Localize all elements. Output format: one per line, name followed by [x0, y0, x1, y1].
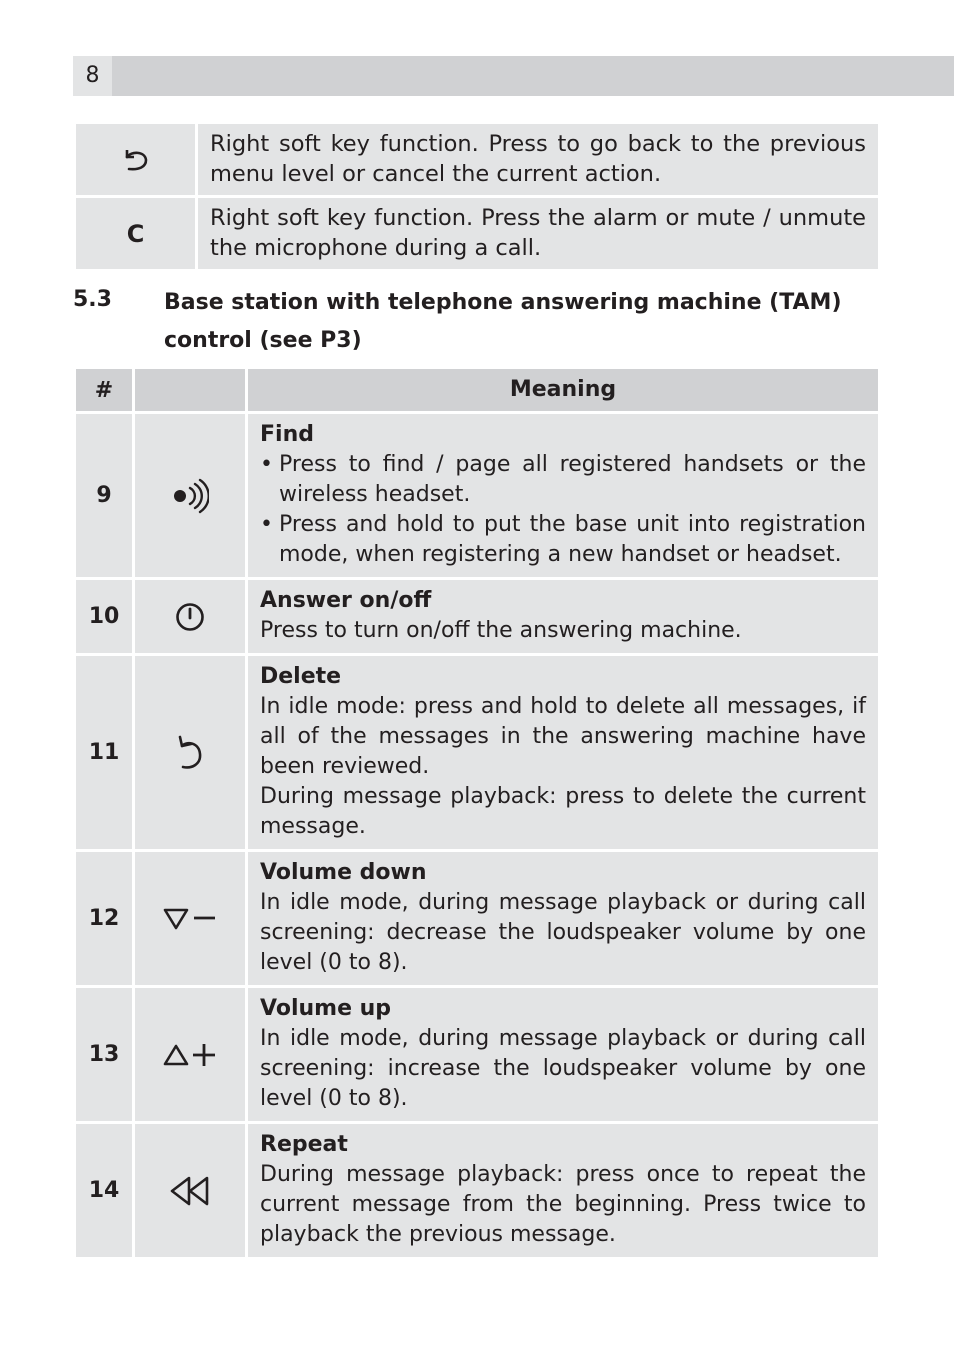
- table-header-row: [76, 369, 878, 411]
- row-description: During message playback: press to delete the current message.: [260, 784, 866, 839]
- delete-arrow-icon: [135, 656, 245, 849]
- row-title: Delete: [260, 664, 342, 689]
- row-number: 10: [76, 580, 132, 653]
- row-description: Press to turn on/off the answering machine.: [260, 618, 742, 643]
- soft-key-description: Right soft key function. Press to go back to the previous menu level or cancel the current action.: [198, 124, 878, 195]
- table-row: [76, 124, 878, 195]
- row-title: Find: [260, 422, 314, 447]
- power-icon: [135, 580, 245, 653]
- row-description: During message playback: press once to repeat the current message from the beginning. Press twice to playback the previous message.: [260, 1162, 866, 1247]
- find-paging-icon: [135, 414, 245, 577]
- section-title: Base station with telephone answering machine (TAM) control (see P3): [164, 290, 842, 353]
- repeat-icon: [135, 1124, 245, 1257]
- row-title: Answer on/off: [260, 588, 432, 613]
- row-description: In idle mode, during message playback or during call screening: decrease the loudspeaker volume by one level (0 to 8).: [260, 890, 866, 975]
- page-header-bar: [73, 56, 954, 96]
- page-number: 8: [73, 56, 112, 96]
- row-description: In idle mode, during message playback or during call screening: increase the loudspeaker volume by one level (0 to 8).: [260, 1026, 866, 1111]
- table-row: [76, 988, 878, 1121]
- soft-key-description: Right soft key function. Press the alarm or mute / unmute the microphone during a call.: [198, 198, 878, 269]
- list-item: • Press and hold to put the base unit into registration mode, when registering a new handset or headset.: [260, 510, 866, 570]
- table-row: [76, 656, 878, 849]
- table-row: [76, 852, 878, 985]
- table-row: [76, 1124, 878, 1257]
- row-number: 13: [76, 988, 132, 1121]
- row-number: 14: [76, 1124, 132, 1257]
- bullet-list: [260, 450, 866, 570]
- row-number: 11: [76, 656, 132, 849]
- row-number: 9: [76, 414, 132, 577]
- row-title: Volume up: [260, 996, 392, 1021]
- row-number: 12: [76, 852, 132, 985]
- section-number: 5.3: [73, 287, 112, 312]
- header-icon: [135, 369, 245, 411]
- row-description: In idle mode: press and hold to delete all messages, if all of the messages in the answering machine have been reviewed.: [260, 694, 866, 779]
- row-title: Volume down: [260, 860, 427, 885]
- header-number: #: [76, 369, 132, 411]
- back-arrow-icon: [76, 124, 195, 195]
- table-row: [76, 198, 878, 269]
- volume-down-icon: [135, 852, 245, 985]
- c-key-icon: [76, 198, 195, 269]
- tam-control-table: [76, 369, 878, 1260]
- table-row: [76, 580, 878, 653]
- list-item: • Press to find / page all registered handsets or the wireless headset.: [260, 450, 866, 510]
- header-meaning: Meaning: [248, 369, 878, 411]
- table-row: [76, 414, 878, 577]
- row-title: Repeat: [260, 1132, 348, 1157]
- volume-up-icon: [135, 988, 245, 1121]
- soft-key-table: [76, 124, 878, 272]
- c-key-label: C: [126, 219, 145, 248]
